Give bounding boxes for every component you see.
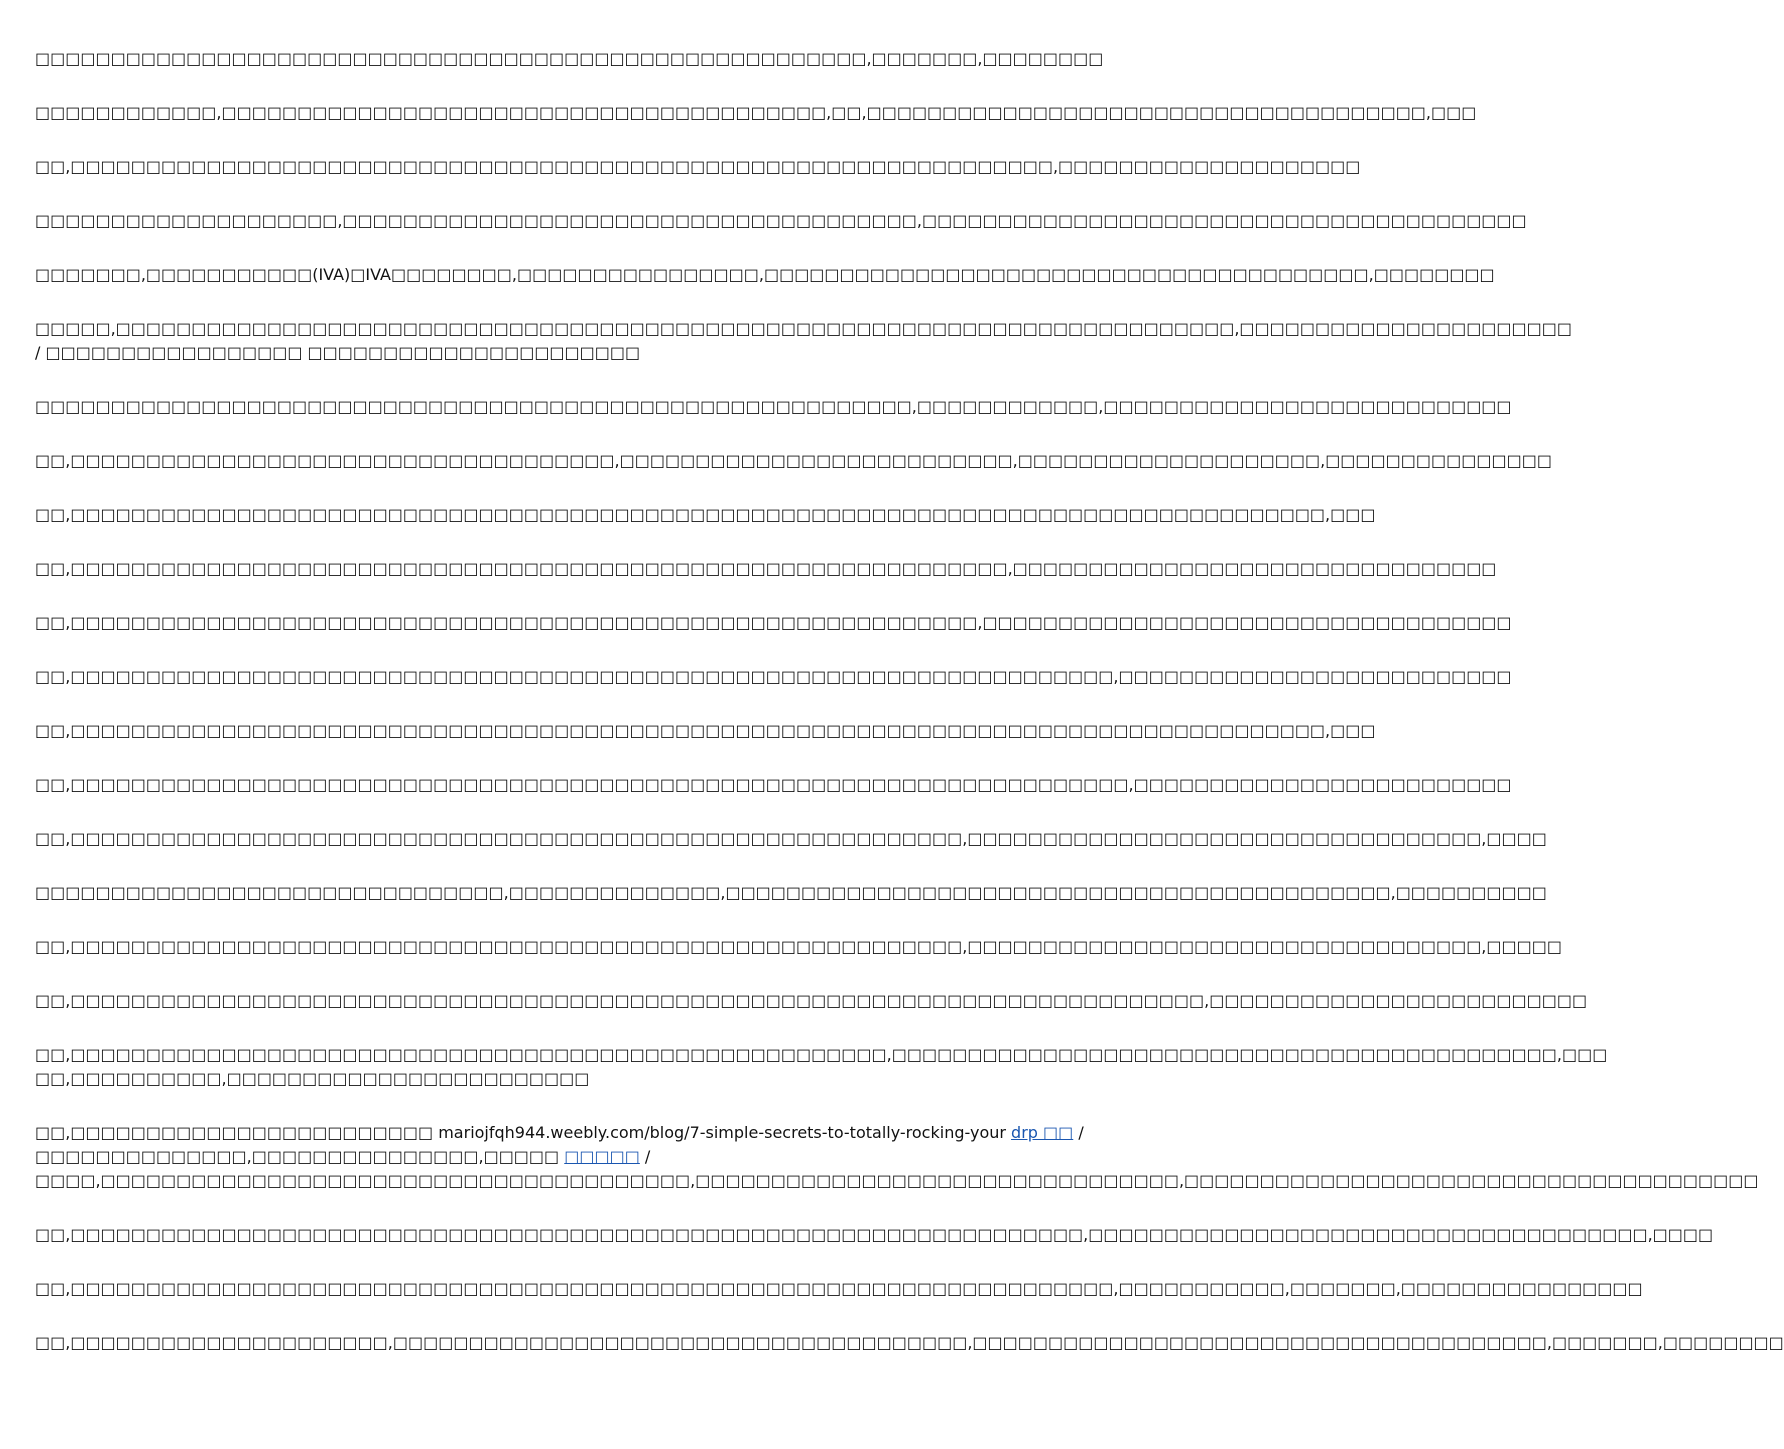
paragraph-line: □□□□□□□,□□□□□□□□□□□(IVA)□IVA□□□□□□□□,□□□□□□□□□□□□□□□□,□□□□□□□□□□□□□□□□□□□□□□□□□□□□□□□□□□□□□□□□,□□□□□□□□ <box>35 265 1495 284</box>
paragraph <box>35 1043 1608 1091</box>
paragraph-line: □□,□□□□□□□□□□□□□□□□□□□□□□□□□□□□□□□□□□□□□□□□□□□□□□□□□□□□□□□□□□□□□□□□□□□□□,□□□□□□□□□□□,□□□□□□□,□□□□□□□□□□□□□□□□ <box>35 1279 1643 1298</box>
paragraph <box>35 611 1512 635</box>
paragraph-line: □□,□□□□□□□□□□□□□□□□□□□□□□□□□□□□□□□□□□□□,□□□□□□□□□□□□□□□□□□□□□□□□□□,□□□□□□□□□□□□□□□□□□□□,□□□□□□□□□□□□□□□ <box>35 451 1552 470</box>
paragraph <box>35 503 1376 527</box>
drp-link[interactable]: drp □□ <box>1011 1123 1074 1142</box>
paragraph <box>35 395 1512 419</box>
inline-link[interactable]: □□□□□ <box>564 1147 640 1166</box>
paragraph-line: □□,□□□□□□□□□□□□□□□□□□□□□□□□□□□□□□□□□□□□□□□□□□□□□□□□□□□□□□□□□□□□□□,□□□□□□□□□□□□□□□□□□□□□□□□□□□□□□□□ <box>35 559 1497 578</box>
paragraph-line: □□□□□□□□□□□□□□□□□□□□□□□□□□□□□□□,□□□□□□□□□□□□□□,□□□□□□□□□□□□□□□□□□□□□□□□□□□□□□□□□□□□□□□□□□□□,□□□□□□□□□□ <box>35 883 1547 902</box>
paragraph <box>35 665 1512 689</box>
paragraph-line: □□□□,□□□□□□□□□□□□□□□□□□□□□□□□□□□□□□□□□□□□□□□,□□□□□□□□□□□□□□□□□□□□□□□□□□□□□□□□,□□□□□□□□□□□□□□□□□□□□□□□□□□□□□□□□□□□□□□ <box>35 1171 1759 1190</box>
paragraph <box>35 1331 1784 1355</box>
paragraph-line: □□,□□□□□□□□□□□□□□□□□□□□□□□□□□□□□□□□□□□□□□□□□□□□□□□□□□□□□□□□□□□,□□□□□□□□□□□□□□□□□□□□□□□□□□□□□□□□□□,□□□□ <box>35 829 1547 848</box>
paragraph <box>35 881 1547 905</box>
paragraph-line: □□,□□□□□□□□□□□□□□□□□□□□□□□□□□□□□□□□□□□□□□□□□□□□□□□□□□□□□□□□□□□□,□□□□□□□□□□□□□□□□□□□□□□□□□□□□□□□□□□□ <box>35 613 1512 632</box>
paragraph <box>35 935 1562 959</box>
paragraph <box>35 449 1552 473</box>
line-text: □□,□□□□□□□□□□□□□□□□□□□□□□□□ <box>35 1123 439 1142</box>
paragraph <box>35 719 1376 743</box>
paragraph <box>35 47 1104 71</box>
paragraph-line: □□□□□□□□□□□□□□□□□□□□,□□□□□□□□□□□□□□□□□□□□□□□□□□□□□□□□□□□□□□,□□□□□□□□□□□□□□□□□□□□□□□□□□□□□□□□□□□□□□□□ <box>35 211 1527 230</box>
paragraph-line <box>35 1121 1084 1145</box>
paragraph <box>35 989 1588 1013</box>
paragraph-line: / □□□□□□□□□□□□□□□□□ □□□□□□□□□□□□□□□□□□□□□□ <box>35 343 641 362</box>
paragraph-line: □□,□□□□□□□□□□□□□□□□□□□□□□□□□□□□□□□□□□□□□□□□□□□□□□□□□□□□□□□□□□□,□□□□□□□□□□□□□□□□□□□□□□□□□□□□□□□□□□,□□□□□ <box>35 937 1562 956</box>
paragraph <box>35 827 1547 851</box>
line-text: □□□□□□□□□□□□□□,□□□□□□□□□□□□□□□,□□□□□ <box>35 1147 565 1166</box>
link-paragraph <box>35 1121 1759 1193</box>
document-body <box>35 47 1784 1385</box>
paragraph-line: □□□□□□□□□□□□□□□□□□□□□□□□□□□□□□□□□□□□□□□□□□□□□□□□□□□□□□□□□□,□□□□□□□□□□□□,□□□□□□□□□□□□□□□□□□□□□□□□□□□ <box>35 397 1512 416</box>
paragraph-line: □□,□□□□□□□□□□□□□□□□□□□□□□□□□□□□□□□□□□□□□□□□□□□□□□□□□□□□□□□□□□□□□□□□□□□□□□,□□□□□□□□□□□□□□□□□□□□□□□□□ <box>35 775 1512 794</box>
url-text: mariojfqh944.weebly.com/blog/7-simple-secrets-to-totally-rocking-your <box>438 1123 1006 1142</box>
paragraph-line: □□,□□□□□□□□□□□□□□□□□□□□□□□□□□□□□□□□□□□□□□□□□□□□□□□□□□□□□□□□□□□□□□□□□,□□□□□□□□□□□□□□□□□□□□ <box>35 157 1361 176</box>
paragraph-line: □□,□□□□□□□□□□□□□□□□□□□□□□□□□□□□□□□□□□□□□□□□□□□□□□□□□□□□□□,□□□□□□□□□□□□□□□□□□□□□□□□□□□□□□□□□□□□□□□□□□□□,□□□ <box>35 1045 1608 1064</box>
slash-separator: / <box>639 1147 651 1166</box>
paragraph <box>35 209 1527 233</box>
paragraph <box>35 1277 1643 1301</box>
paragraph <box>35 557 1497 581</box>
paragraph <box>35 773 1512 797</box>
paragraph-line: □□,□□□□□□□□□□□□□□□□□□□□□□□□□□□□□□□□□□□□□□□□□□□□□□□□□□□□□□□□□□□□□□□□□□□□□,□□□□□□□□□□□□□□□□□□□□□□□□□□ <box>35 667 1512 686</box>
paragraph <box>35 263 1495 287</box>
paragraph-line: □□,□□□□□□□□□□,□□□□□□□□□□□□□□□□□□□□□□□□ <box>35 1069 590 1088</box>
paragraph <box>35 1223 1714 1247</box>
slash-separator: / <box>1073 1123 1084 1142</box>
paragraph <box>35 155 1361 179</box>
paragraph-line <box>35 1145 990 1169</box>
paragraph-line: □□□□□□□□□□□□□□□□□□□□□□□□□□□□□□□□□□□□□□□□□□□□□□□□□□□□□□□,□□□□□□□,□□□□□□□□ <box>35 49 1104 68</box>
paragraph <box>35 101 1477 125</box>
paragraph-line: □□,□□□□□□□□□□□□□□□□□□□□□□□□□□□□□□□□□□□□□□□□□□□□□□□□□□□□□□□□□□□□□□□□□□□□□□□□□□□□□□□□□□□,□□□ <box>35 505 1376 524</box>
paragraph-line: □□,□□□□□□□□□□□□□□□□□□□□□□□□□□□□□□□□□□□□□□□□□□□□□□□□□□□□□□□□□□□□□□□□□□□□□□□□□□□□□□□□□□□,□□□ <box>35 721 1376 740</box>
paragraph <box>35 317 1573 365</box>
paragraph-line: □□□□□□□□□□□□,□□□□□□□□□□□□□□□□□□□□□□□□□□□□□□□□□□□□□□□□,□□,□□□□□□□□□□□□□□□□□□□□□□□□□□□□□□□□□□□□□,□□□ <box>35 103 1477 122</box>
paragraph-line: □□□□□,□□□□□□□□□□□□□□□□□□□□□□□□□□□□□□□□□□□□□□□□□□□□□□□□□□□□□□□□□□□□□□□□□□□□□□□□□□,□□□□□□□□□□□□□□□□□□□□□□ <box>35 319 1573 338</box>
paragraph-line: □□,□□□□□□□□□□□□□□□□□□□□□□□□□□□□□□□□□□□□□□□□□□□□□□□□□□□□□□□□□□□□□□□□□□□□□□□□□□□,□□□□□□□□□□□□□□□□□□□□□□□□□ <box>35 991 1588 1010</box>
paragraph-line: □□,□□□□□□□□□□□□□□□□□□□□□,□□□□□□□□□□□□□□□□□□□□□□□□□□□□□□□□□□□□□□,□□□□□□□□□□□□□□□□□□□□□□□□□□□□□□□□□□□□□□,□□□□□□□,□□□□□□□□ <box>35 1333 1784 1352</box>
paragraph-line: □□,□□□□□□□□□□□□□□□□□□□□□□□□□□□□□□□□□□□□□□□□□□□□□□□□□□□□□□□□□□□□□□□□□□□,□□□□□□□□□□□□□□□□□□□□□□□□□□□□□□□□□□□□□,□□□□ <box>35 1225 1714 1244</box>
